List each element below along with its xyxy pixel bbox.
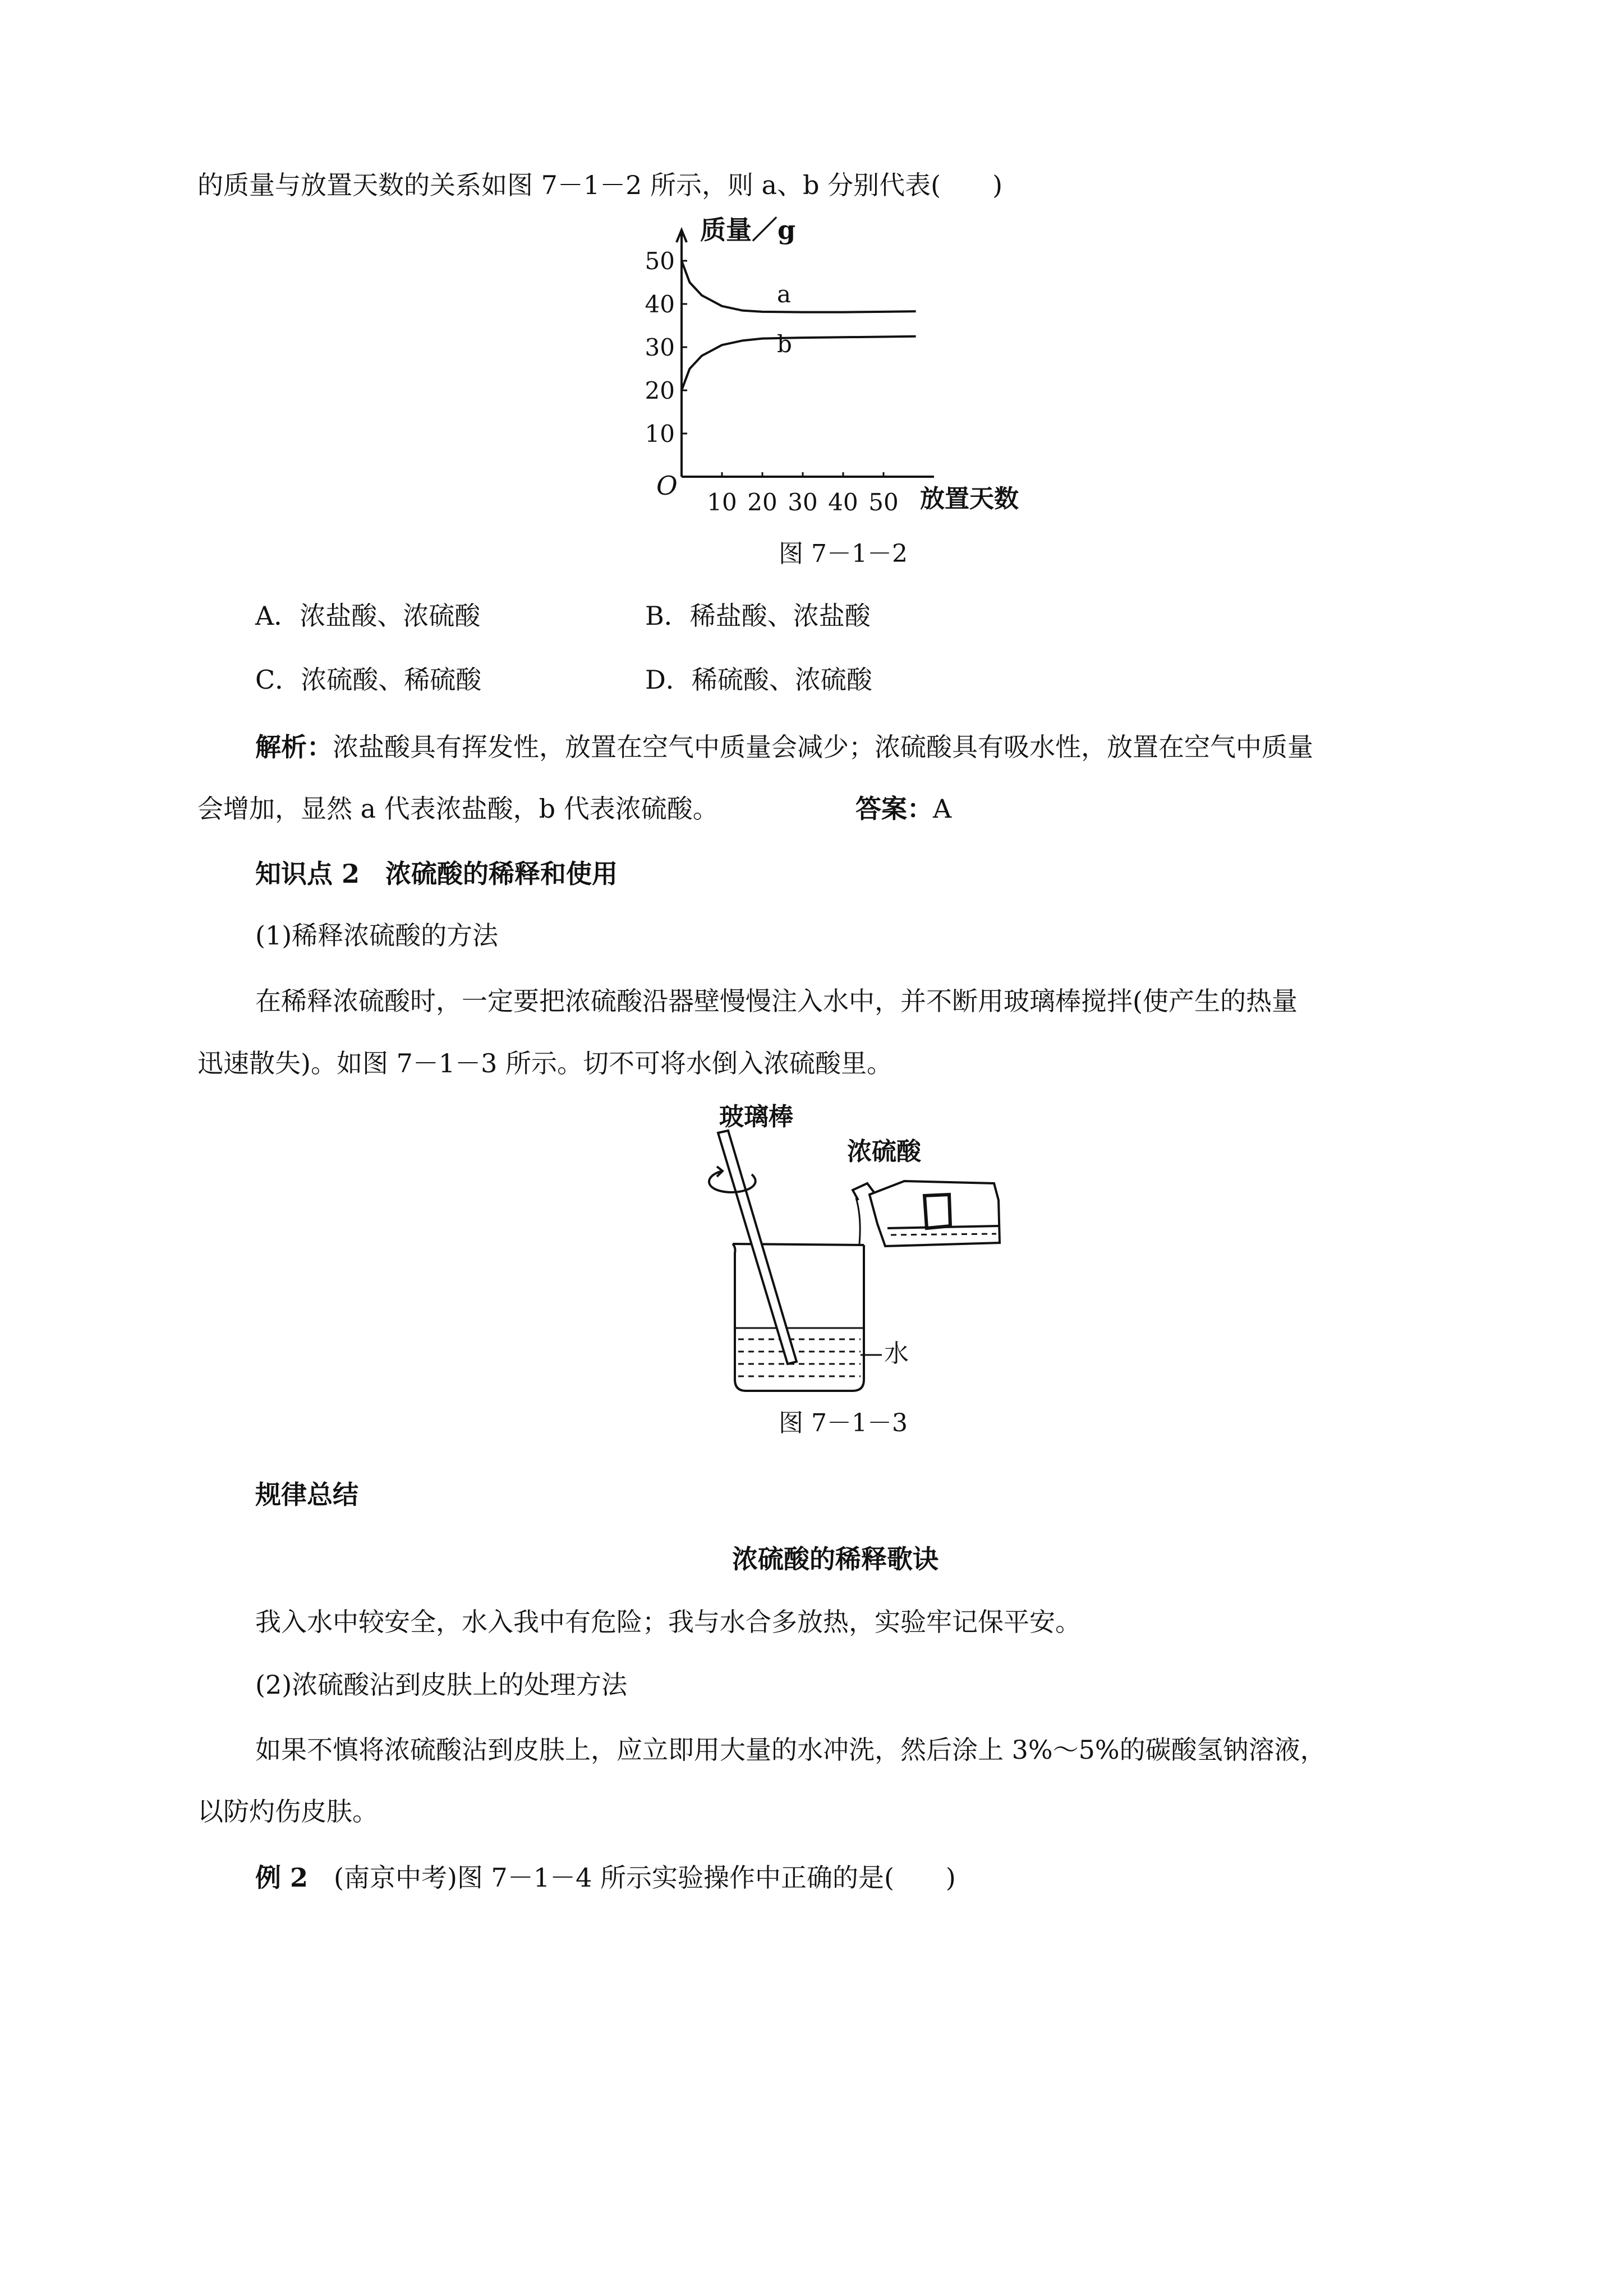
series-line-a xyxy=(682,261,916,312)
answer-line xyxy=(855,792,951,826)
option-c: C．浓硫酸、稀硫酸 xyxy=(255,665,482,695)
subsection-1: (1)稀释浓硫酸的方法 xyxy=(255,920,499,951)
rhyme-text: 我入水中较安全，水入我中有危险；我与水合多放热，实验牢记保平安。 xyxy=(255,1607,1081,1637)
beaker xyxy=(733,1244,864,1391)
paragraph-2-line-2: 以防灼伤皮肤。 xyxy=(197,1796,378,1827)
paragraph-1-line-1: 在稀释浓硫酸时，一定要把浓硫酸沿器壁慢慢注入水中，并不断用玻璃棒搅拌(使产生的热量 xyxy=(255,986,1298,1016)
paragraph-1-line-2: 迅速散失)。如图 7－1－3 所示。切不可将水倒入浓硫酸里。 xyxy=(197,1048,892,1078)
acid-stream xyxy=(856,1198,860,1244)
series-label-a: a xyxy=(777,280,792,308)
mass-vs-days-chart xyxy=(628,213,1099,527)
option-a: A．浓盐酸、浓硫酸 xyxy=(255,601,481,631)
question-stem: 的质量与放置天数的关系如图 7－1－2 所示，则 a、b 分别代表( ) xyxy=(197,170,1003,200)
answer-value: A xyxy=(933,794,952,824)
y-tick-label: 40 xyxy=(645,291,675,318)
figure-caption-7-1-3: 图 7－1－3 xyxy=(779,1409,908,1437)
label-water: 水 xyxy=(884,1339,909,1368)
y-tick-label: 20 xyxy=(645,377,675,404)
analysis-label: 解析： xyxy=(255,732,333,762)
option-b: B．稀盐酸、浓盐酸 xyxy=(645,601,871,631)
dilution-diagram xyxy=(684,1099,1032,1402)
y-tick-label: 30 xyxy=(645,334,675,361)
example-label: 例 2 xyxy=(255,1862,309,1893)
analysis-line-1 xyxy=(255,730,1313,764)
x-tick-label: 10 xyxy=(707,488,737,516)
x-tick-label: 20 xyxy=(747,488,778,516)
paragraph-2-line-1: 如果不慎将浓硫酸沾到皮肤上，应立即用大量的水冲洗，然后涂上 3%～5%的碳酸氢钠溶液， xyxy=(255,1735,1326,1765)
example-2 xyxy=(255,1861,956,1894)
label-conc-sulfuric-acid: 浓硫酸 xyxy=(847,1137,921,1166)
acid-in-bottle xyxy=(891,1234,996,1235)
acid-bottle xyxy=(853,1181,1000,1246)
x-tick-label: 50 xyxy=(868,488,899,516)
x-axis-label: 放置天数 xyxy=(920,485,1019,513)
answer-label: 答案： xyxy=(855,794,933,824)
y-axis-label: 质量／g xyxy=(700,215,796,245)
summary-heading: 规律总结 xyxy=(255,1479,358,1510)
x-tick-label: 30 xyxy=(788,488,818,516)
series-label-b: b xyxy=(777,330,792,358)
analysis-text-1: 浓盐酸具有挥发性，放置在空气中质量会减少；浓硫酸具有吸水性，放置在空气中质量 xyxy=(333,732,1313,762)
x-tick-label: 40 xyxy=(828,488,858,516)
glass-rod xyxy=(718,1131,797,1364)
y-tick-label: 10 xyxy=(645,420,675,448)
example-text: (南京中考)图 7－1－4 所示实验操作中正确的是( ) xyxy=(334,1862,956,1893)
figure-caption-7-1-2: 图 7－1－2 xyxy=(779,540,908,568)
water-in-beaker xyxy=(736,1328,882,1376)
origin-label: O xyxy=(656,471,678,501)
rhyme-title: 浓硫酸的稀释歌诀 xyxy=(732,1544,938,1574)
y-tick-label: 50 xyxy=(645,247,675,275)
option-d: D．稀硫酸、浓硫酸 xyxy=(645,665,872,695)
label-glass-rod: 玻璃棒 xyxy=(719,1103,793,1131)
analysis-line-2 xyxy=(197,792,719,826)
section-heading: 知识点 2 浓硫酸的稀释和使用 xyxy=(255,859,618,889)
analysis-text-2: 会增加，显然 a 代表浓盐酸，b 代表浓硫酸。 xyxy=(197,794,719,824)
series-line-b xyxy=(682,336,916,390)
subsection-2: (2)浓硫酸沾到皮肤上的处理方法 xyxy=(255,1670,628,1700)
